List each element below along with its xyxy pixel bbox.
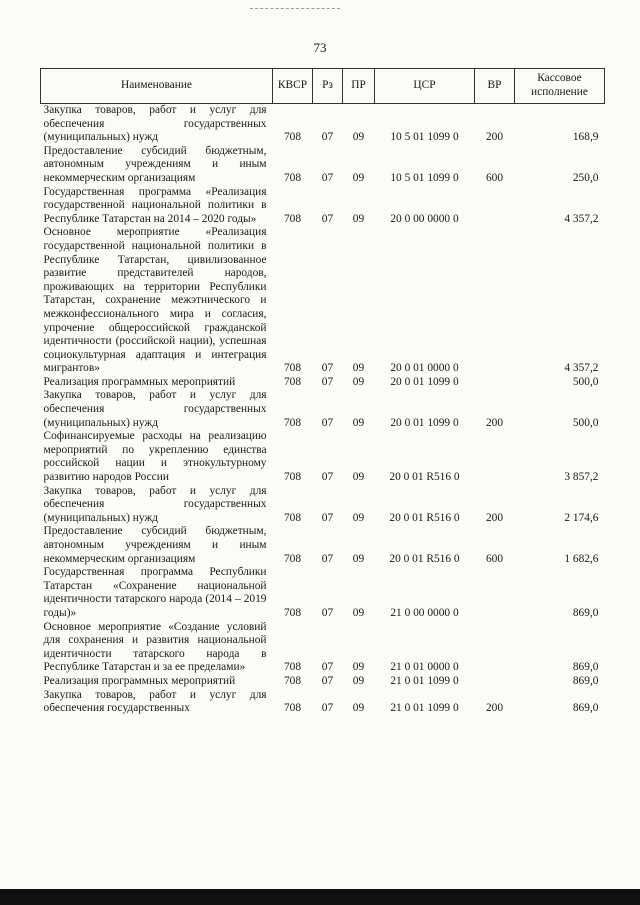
cell-vr: 200 — [485, 702, 504, 715]
cell-kvsr: 708 — [283, 212, 302, 225]
cell-pr: 09 — [352, 552, 365, 565]
cell-csr: 21 0 01 1099 0 — [390, 674, 459, 687]
table-row — [41, 689, 605, 716]
cell-csr: 10 5 01 1099 0 — [390, 171, 459, 184]
cell-pr: 09 — [352, 171, 365, 184]
cell-name: Предоставление субсидий бюджетным, автономным учреждениям и иным некоммерческим организациям — [43, 144, 267, 184]
cell-vr — [475, 621, 515, 675]
cell-rz: 07 — [321, 674, 334, 687]
cell-vr: 200 — [485, 416, 504, 429]
cell-name: Закупка товаров, работ и услуг для обеспечения государственных (муниципальных) нужд — [43, 389, 267, 429]
cell-vr: 200 — [485, 131, 504, 144]
cell-pr: 09 — [352, 471, 365, 484]
cell-name: Закупка товаров, работ и услуг для обеспечения государственных — [43, 688, 267, 715]
cell-name: Предоставление субсидий бюджетным, автономным учреждениям и иным некоммерческим организациям — [43, 525, 267, 565]
budget-table-container — [40, 68, 604, 716]
budget-execution-table — [40, 68, 605, 716]
cell-amount: 869,0 — [572, 661, 599, 674]
cell-csr: 20 0 01 R516 0 — [389, 552, 460, 565]
cell-vr: 600 — [485, 171, 504, 184]
cell-kvsr: 708 — [283, 171, 302, 184]
cell-csr: 20 0 00 0000 0 — [390, 212, 459, 225]
cell-amount: 4 357,2 — [564, 362, 599, 375]
cell-csr: 20 0 01 1099 0 — [390, 375, 459, 388]
cell-rz: 07 — [321, 511, 334, 524]
table-body — [41, 104, 605, 716]
cell-amount: 869,0 — [572, 702, 599, 715]
cell-amount: 869,0 — [572, 674, 599, 687]
cell-pr: 09 — [352, 702, 365, 715]
cell-name: Реализация программных мероприятий — [43, 674, 236, 687]
scan-artifact-line — [250, 8, 340, 10]
cell-pr: 09 — [352, 416, 365, 429]
cell-rz: 07 — [321, 212, 334, 225]
cell-csr: 21 0 00 0000 0 — [390, 606, 459, 619]
table-row — [41, 389, 605, 430]
cell-amount: 250,0 — [572, 171, 599, 184]
cell-pr: 09 — [352, 212, 365, 225]
cell-vr — [475, 430, 515, 484]
cell-rz: 07 — [321, 416, 334, 429]
cell-kvsr: 708 — [283, 674, 302, 687]
column-header-vr: ВР — [475, 69, 515, 104]
table-header-row — [41, 69, 605, 104]
cell-amount: 1 682,6 — [564, 552, 599, 565]
cell-kvsr: 708 — [283, 661, 302, 674]
cell-pr: 09 — [352, 674, 365, 687]
cell-rz: 07 — [321, 702, 334, 715]
table-row — [41, 186, 605, 227]
cell-amount: 3 857,2 — [564, 471, 599, 484]
column-header-csr: ЦСР — [375, 69, 475, 104]
cell-kvsr: 708 — [283, 131, 302, 144]
cell-rz: 07 — [321, 606, 334, 619]
cell-csr: 20 0 01 0000 0 — [390, 362, 459, 375]
cell-rz: 07 — [321, 552, 334, 565]
scan-bottom-edge — [0, 889, 640, 905]
cell-name: Основное мероприятие «Создание условий для сохранения и развития национальной идентичности татарского народа в Республике Татарстан и за ее пределами» — [43, 620, 267, 674]
column-header-name: Наименование — [41, 69, 273, 104]
cell-vr — [475, 566, 515, 620]
cell-amount: 2 174,6 — [564, 511, 599, 524]
cell-name: Закупка товаров, работ и услуг для обеспечения государственных (муниципальных) нужд — [43, 484, 267, 524]
cell-pr: 09 — [352, 131, 365, 144]
cell-name: Государственная программа Республики Татарстан «Сохранение национальной идентичности татарского народа (2014 – 2019 годы)» — [43, 566, 267, 619]
cell-kvsr: 708 — [283, 552, 302, 565]
cell-vr — [475, 186, 515, 227]
cell-amount: 4 357,2 — [564, 212, 599, 225]
cell-csr: 21 0 01 1099 0 — [390, 702, 459, 715]
cell-csr: 20 0 01 R516 0 — [389, 471, 460, 484]
cell-vr — [475, 675, 515, 689]
column-header-kvsr: КВСР — [273, 69, 313, 104]
page-number: 73 — [313, 40, 327, 55]
table-row — [41, 430, 605, 484]
cell-amount: 500,0 — [572, 416, 599, 429]
cell-csr: 21 0 01 0000 0 — [390, 661, 459, 674]
cell-rz: 07 — [321, 362, 334, 375]
cell-pr: 09 — [352, 375, 365, 388]
cell-rz: 07 — [321, 471, 334, 484]
table-row — [41, 104, 605, 145]
cell-pr: 09 — [352, 606, 365, 619]
cell-name: Реализация программных мероприятий — [43, 375, 236, 388]
cell-vr — [475, 376, 515, 390]
cell-csr: 20 0 01 R516 0 — [389, 511, 460, 524]
cell-csr: 10 5 01 1099 0 — [390, 131, 459, 144]
cell-pr: 09 — [352, 661, 365, 674]
cell-rz: 07 — [321, 131, 334, 144]
column-header-amount: Кассовое исполнение — [515, 69, 605, 104]
cell-vr: 200 — [485, 511, 504, 524]
cell-vr: 600 — [485, 552, 504, 565]
cell-rz: 07 — [321, 171, 334, 184]
cell-amount: 500,0 — [572, 375, 599, 388]
cell-pr: 09 — [352, 511, 365, 524]
cell-name: Софинансируемые расходы на реализацию мероприятий по укреплению единства российской нации и этнокультурному развитию народов России — [43, 430, 267, 484]
table-row — [41, 376, 605, 390]
cell-kvsr: 708 — [283, 702, 302, 715]
cell-kvsr: 708 — [283, 362, 302, 375]
cell-rz: 07 — [321, 661, 334, 674]
table-row — [41, 525, 605, 566]
cell-kvsr: 708 — [283, 606, 302, 619]
column-header-pr: ПР — [343, 69, 375, 104]
cell-vr — [475, 226, 515, 376]
cell-kvsr: 708 — [283, 511, 302, 524]
table-row — [41, 621, 605, 675]
cell-pr: 09 — [352, 362, 365, 375]
cell-amount: 869,0 — [572, 606, 599, 619]
table-row — [41, 485, 605, 526]
table-row — [41, 145, 605, 186]
cell-amount: 168,9 — [572, 131, 599, 144]
cell-name: Основное мероприятие «Реализация государственной национальной политики в Республике Татарстан, цивилизованное развитие представителей народов, проживающих на территории Республики Татарстан, сохранение межэтнического и межконфессионального мира и согласия, упрочение общероссийской гражданской идентичности (российской нации), успешная социокультурная адаптация и интеграция мигрантов» — [43, 226, 267, 375]
cell-kvsr: 708 — [283, 375, 302, 388]
column-header-rz: Рз — [313, 69, 343, 104]
cell-name: Государственная программа «Реализация государственной национальной политики в Республике Татарстан на 2014 – 2020 годы» — [43, 185, 267, 225]
cell-kvsr: 708 — [283, 416, 302, 429]
cell-csr: 20 0 01 1099 0 — [390, 416, 459, 429]
cell-kvsr: 708 — [283, 471, 302, 484]
table-row — [41, 675, 605, 689]
table-row — [41, 566, 605, 620]
table-row — [41, 226, 605, 376]
cell-name: Закупка товаров, работ и услуг для обеспечения государственных (муниципальных) нужд — [43, 104, 267, 144]
cell-rz: 07 — [321, 375, 334, 388]
